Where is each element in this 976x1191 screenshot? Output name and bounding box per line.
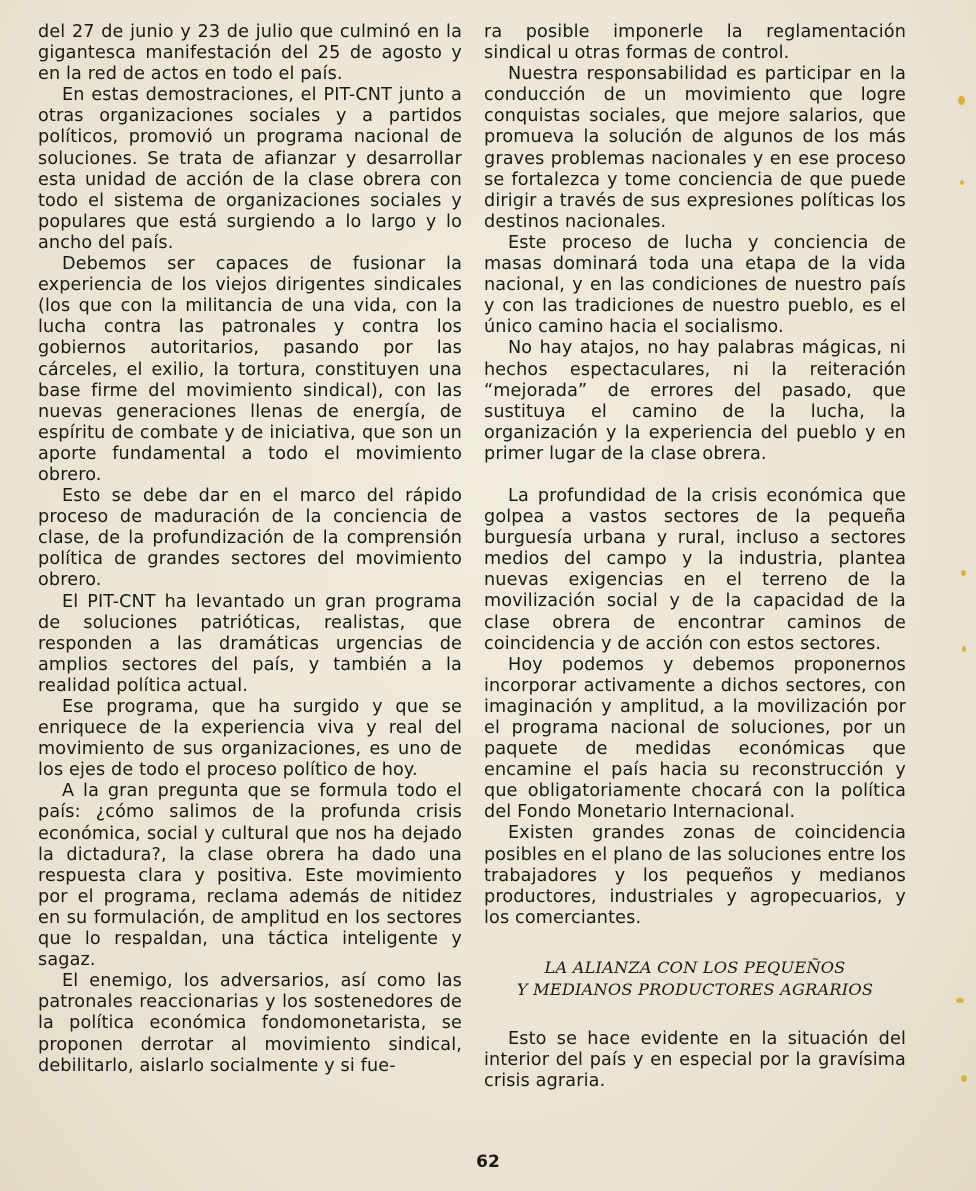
margin-speck: [956, 998, 964, 1003]
section-heading: [484, 957, 906, 1001]
paragraph: A la gran pregunta que se formula todo el país: ¿cómo salimos de la profunda crisis económica, social y cultural que nos ha dejado la dictadura?, la clase obrera ha dado una respuesta clara y positiva. Este movimiento por el programa, reclama además de nitidez en su formulación, de amplitud en los sectores que lo respaldan, una táctica inteligente y sagaz.: [38, 781, 462, 971]
paragraph: del 27 de junio y 23 de julio que culminó en la gigantesca manifestación del 25 de agosto y en la red de actos en todo el país.: [38, 22, 462, 85]
paragraph: En estas demostraciones, el PIT-CNT junto a otras organizaciones sociales y a partidos políticos, promovió un programa nacional de soluciones. Se trata de afianzar y desarrollar esta unidad de acción de la clase obrera con todo el sistema de organizaciones sociales y populares que está surgiendo a lo largo y lo ancho del país.: [38, 85, 462, 253]
paragraph: Este proceso de lucha y conciencia de masas dominará toda una etapa de la vida nacional, y en las condiciones de nuestro país y con las tradiciones de nuestro pueblo, es el único camino hacia el socialismo.: [484, 232, 906, 338]
paragraph: El enemigo, los adversarios, así como las patronales reaccionarias y los sostenedores de la política económica fondomonetarista, se proponen derrotar al movimiento sindical, debilitarlo, aislarlo socialmente y si fue-: [38, 971, 462, 1076]
paragraph: No hay atajos, no hay palabras mágicas, ni hechos espectaculares, ni la reiteración “mejorada” de errores del pasado, que sustituya el camino de la lucha, la organización y la experiencia del pueblo y en primer lugar de la clase obrera.: [484, 338, 906, 464]
paragraph: Nuestra responsabilidad es participar en la conducción de un movimiento que logre conquistas sociales, que mejore salarios, que promueva la solución de algunos de los más graves problemas nacionales y en ese proceso se fortalezca y tome conciencia de que puede dirigir a través de sus expresiones políticas los destinos nacionales.: [484, 64, 906, 232]
paragraph: Debemos ser capaces de fusionar la experiencia de los viejos dirigentes sindicales (los que con la militancia de una vida, con la lucha contra las patronales y contra los gobiernos autoritarios, pasando por las cárceles, el exilio, la tortura, constituyen una base firme del movimiento sindical), con las nuevas generaciones llenas de energía, de espíritu de combate y de iniciativa, que son un aporte fundamental a todo el movimiento obrero.: [38, 254, 462, 485]
paragraph: ra posible imponerle la reglamentación sindical u otras formas de control.: [484, 22, 906, 64]
paragraph: El PIT-CNT ha levantado un gran programa de soluciones patrióticas, realistas, que responden a las dramáticas urgencias de amplios sectores del país, y también a la realidad política actual.: [38, 591, 462, 696]
paragraph: Existen grandes zonas de coincidencia posibles en el plano de las soluciones entre los trabajadores y los pequeños y medianos productores, industriales y agropecuarios, y los comerciantes.: [484, 823, 906, 928]
left-column: [38, 22, 462, 1077]
paragraph: Esto se debe dar en el marco del rápido proceso de maduración de la conciencia de clase, de la profundización de la comprensión política de grandes sectores del movimiento obrero.: [38, 486, 462, 591]
page-number: 62: [476, 1152, 500, 1172]
right-column: [484, 22, 906, 1092]
paragraph: Ese programa, que ha surgido y que se enriquece de la experiencia viva y real del movimiento de sus organizaciones, es uno de los ejes de todo el proceso político de hoy.: [38, 697, 462, 781]
margin-speck: [958, 96, 965, 105]
margin-speck: [960, 180, 964, 185]
paragraph: La profundidad de la crisis económica que golpea a vastos sectores de la pequeña burguesía urbana y rural, incluso a sectores medios del campo y la industria, plantea nuevas exigencias en el terreno de la movilización social y de la capacidad de la clase obrera de encontrar caminos de coincidencia y de acción con estos sectores.: [484, 485, 906, 654]
section-heading-line-1: LA ALIANZA CON LOS PEQUEÑOS: [544, 957, 846, 977]
paragraph: Hoy podemos y debemos proponernos incorporar activamente a dichos sectores, con imaginación y amplitud, a la movilización por el programa nacional de soluciones, por un paquete de medidas económicas que encamine el país hacia su reconstrucción y que obligatoriamente chocará con la política del Fondo Monetario Internacional.: [484, 654, 906, 823]
paragraph: Esto se hace evidente en la situación del interior del país y en especial por la gravísima crisis agraria.: [484, 1028, 906, 1092]
section-heading-line-2: Y MEDIANOS PRODUCTORES AGRARIOS: [516, 979, 874, 999]
margin-speck: [961, 1075, 967, 1082]
margin-speck: [961, 570, 966, 576]
margin-speck: [962, 646, 966, 652]
